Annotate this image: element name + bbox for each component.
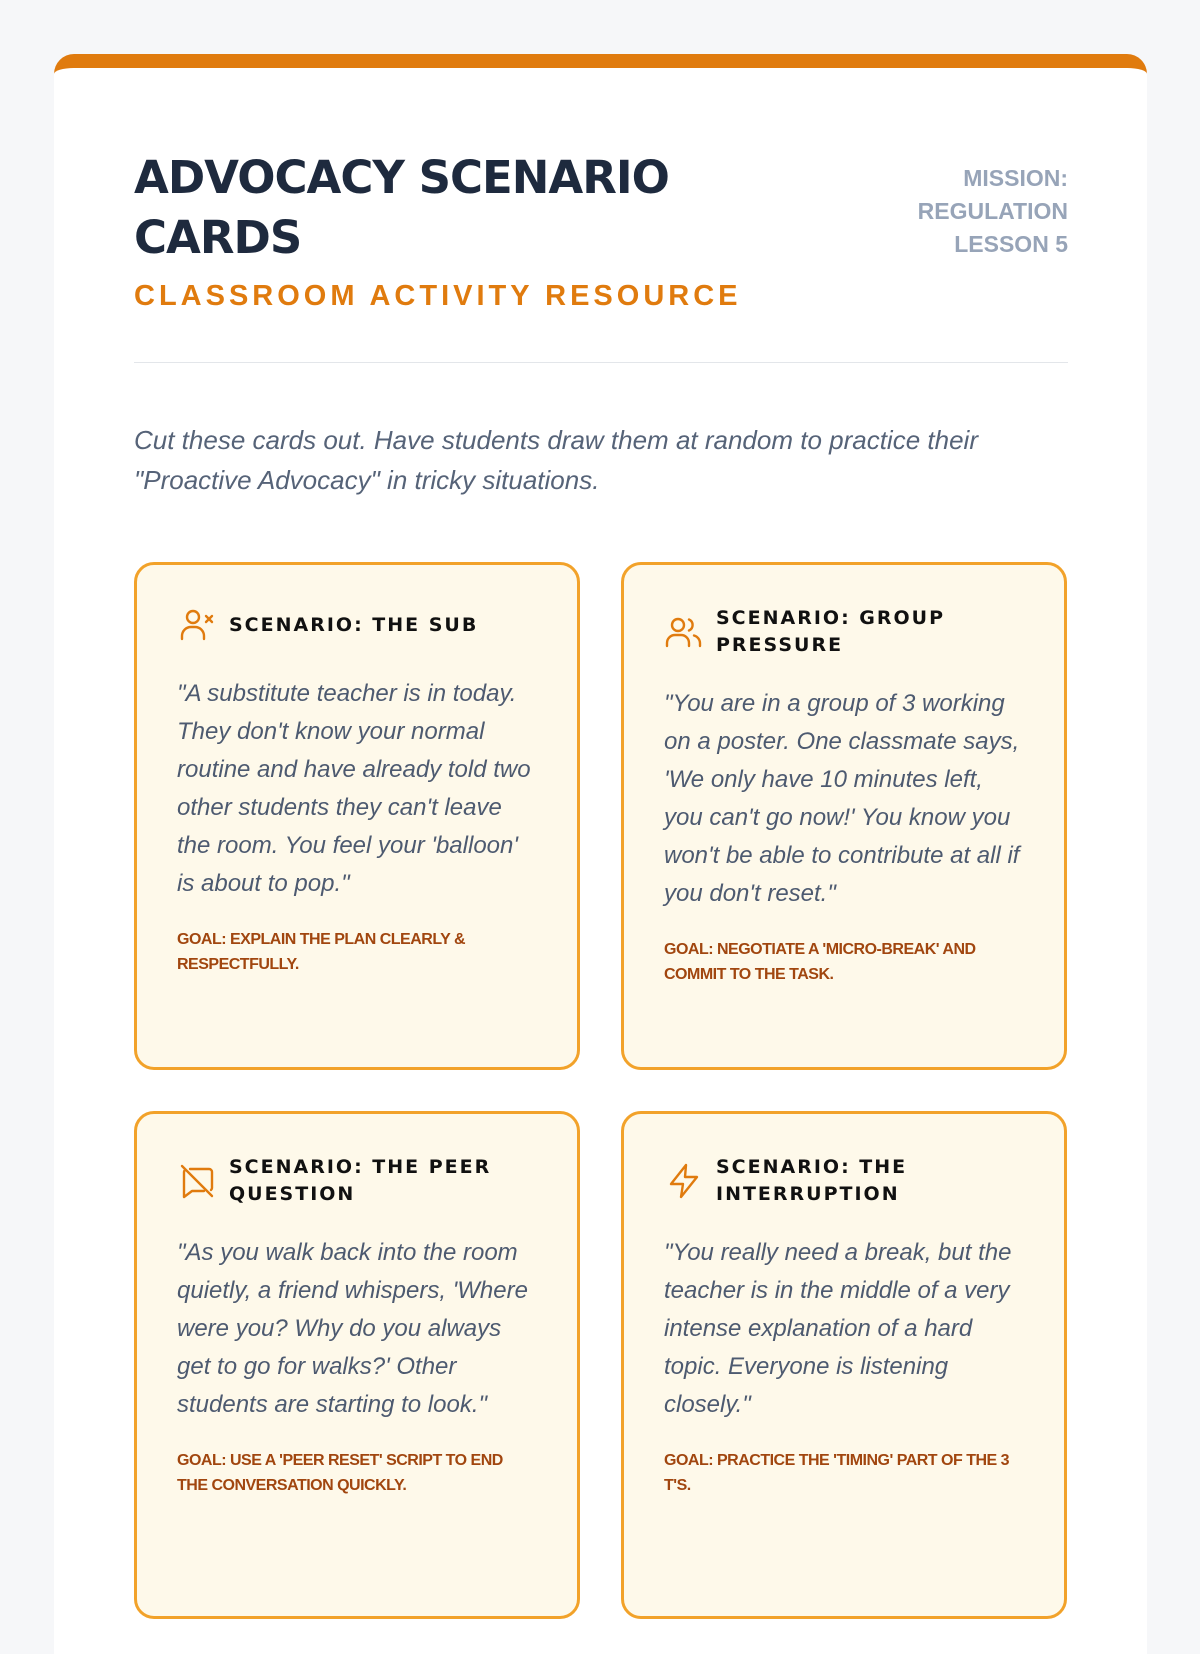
- page-subtitle: CLASSROOM ACTIVITY RESOURCE: [134, 280, 742, 312]
- card-header: [177, 605, 537, 645]
- scenario-card: [621, 1111, 1067, 1619]
- user-x-icon: [177, 605, 217, 645]
- card-goal: GOAL: PRACTICE THE 'TIMING' PART OF THE 3 T'S.: [664, 1452, 1010, 1494]
- resource-sheet: [54, 54, 1147, 1654]
- intro-text: Cut these cards out. Have students draw them at random to practice their "Proactive Advocacy" in tricky situations.: [134, 425, 978, 495]
- scenario-card: [134, 1111, 580, 1619]
- card-title: SCENARIO: GROUP PRESSURE: [716, 607, 946, 656]
- page-header: [134, 148, 1068, 313]
- meta-lesson: LESSON 5: [954, 231, 1068, 257]
- card-header: [664, 605, 1024, 659]
- card-header: [177, 1154, 537, 1208]
- card-title: SCENARIO: THE INTERRUPTION: [716, 1156, 908, 1205]
- lesson-meta: [868, 162, 1068, 261]
- meta-regulation: REGULATION: [917, 198, 1068, 224]
- card-goal: GOAL: USE A 'PEER RESET' SCRIPT TO END THE CONVERSATION QUICKLY.: [177, 1452, 503, 1494]
- scenario-card: [134, 562, 580, 1070]
- card-title: SCENARIO: THE SUB: [229, 613, 479, 636]
- card-scenario-text: "You are in a group of 3 working on a poster. One classmate says, 'We only have 10 minutes left, you can't go now!' You know you won't be able to contribute at all if you don't reset.": [664, 690, 1020, 907]
- card-scenario-text: "A substitute teacher is in today. They don't know your normal routine and have already told two other students they can't leave the room. You feel your 'balloon' is about to pop.": [177, 680, 531, 897]
- card-title: SCENARIO: THE PEER QUESTION: [229, 1156, 492, 1205]
- meta-mission: MISSION:: [963, 165, 1068, 191]
- page-title: ADVOCACY SCENARIO CARDS: [134, 151, 669, 264]
- header-divider: [134, 362, 1068, 363]
- card-scenario-text: "As you walk back into the room quietly, a friend whispers, 'Where were you? Why do you always get to go for walks?' Other students are starting to look.": [177, 1239, 528, 1418]
- lightning-icon: [664, 1161, 704, 1201]
- card-goal: GOAL: NEGOTIATE A 'MICRO-BREAK' AND COMMIT TO THE TASK.: [664, 941, 976, 983]
- card-scenario-text: "You really need a break, but the teacher is in the middle of a very intense explanation of a hard topic. Everyone is listening closely.": [664, 1239, 1012, 1418]
- message-off-icon: [177, 1161, 217, 1201]
- scenario-card: [621, 562, 1067, 1070]
- card-header: [664, 1154, 1024, 1208]
- card-goal: GOAL: EXPLAIN THE PLAN CLEARLY & RESPECTFULLY.: [177, 931, 466, 973]
- users-icon: [664, 612, 704, 652]
